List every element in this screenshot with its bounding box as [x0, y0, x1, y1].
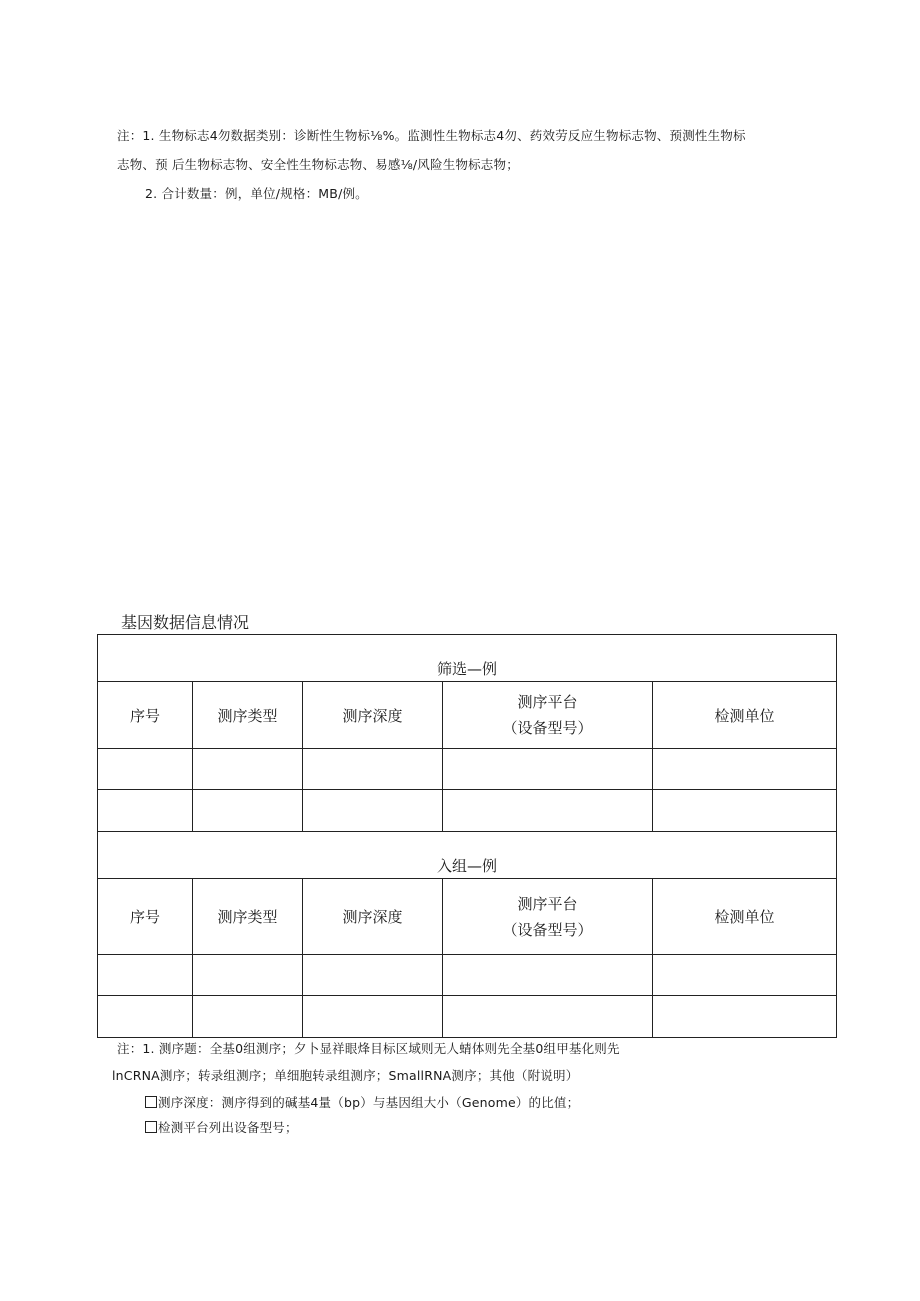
header-seq-depth: 测序深度	[303, 879, 443, 955]
header-index: 序号	[98, 879, 193, 955]
table-cell[interactable]	[193, 996, 303, 1038]
gene-data-table	[97, 634, 837, 1038]
table-cell[interactable]	[303, 996, 443, 1038]
header-seq-type: 测序类型	[193, 682, 303, 749]
table-cell[interactable]	[303, 749, 443, 790]
table-cell[interactable]	[443, 955, 653, 996]
header-seq-type: 测序类型	[193, 879, 303, 955]
top-note-line-1: 注：1. 生物标志4勿数据类别：诊断性生物标⅛%。监测性生物标志4勿、药效劳反应生物标志物、预测性生物标	[117, 128, 746, 143]
header-platform-line-1: 测序平台	[517, 894, 578, 913]
header-platform-line-2: （设备型号）	[502, 719, 593, 737]
header-index: 序号	[98, 682, 193, 749]
header-row	[98, 682, 837, 749]
checkbox-icon[interactable]	[145, 1121, 157, 1133]
table-cell[interactable]	[98, 955, 193, 996]
top-note-line-3: 2. 合计数量：例，单位/规格：MB/例。	[145, 186, 368, 201]
header-platform-line-2: （设备型号）	[502, 920, 593, 939]
header-platform	[443, 682, 653, 749]
table-cell[interactable]	[653, 955, 837, 996]
table-row	[98, 955, 837, 996]
table-cell[interactable]	[653, 749, 837, 790]
table-cell[interactable]	[443, 996, 653, 1038]
top-note-line-2: 志物、预 后生物标志物、安全性生物标志物、易感⅛/风险生物标志物；	[117, 157, 519, 172]
group-title-row	[98, 635, 837, 682]
checkbox-icon[interactable]	[145, 1096, 157, 1108]
group-title-enrollment: 入组—例	[98, 832, 837, 879]
table-cell[interactable]	[443, 749, 653, 790]
table-cell[interactable]	[303, 790, 443, 832]
table-cell[interactable]	[98, 996, 193, 1038]
group-title-screening: 筛选—例	[98, 635, 837, 682]
header-seq-depth: 测序深度	[303, 682, 443, 749]
bottom-note-line-4	[145, 1120, 298, 1136]
header-platform	[443, 879, 653, 955]
bottom-note-line-2: lnCRNA测序；转录组测序；单细胞转录组测序；SmallRNA测序；其他（附说明）	[112, 1068, 579, 1083]
bottom-note-line-4-text: 检测平台列出设备型号；	[158, 1120, 298, 1135]
table-cell[interactable]	[98, 790, 193, 832]
bottom-note-line-3	[145, 1095, 579, 1111]
group-title-row	[98, 832, 837, 879]
table-cell[interactable]	[193, 790, 303, 832]
section-title: 基因数据信息情况	[121, 613, 250, 632]
table-row	[98, 996, 837, 1038]
table-row	[98, 749, 837, 790]
header-row	[98, 879, 837, 955]
table-cell[interactable]	[193, 749, 303, 790]
table-cell[interactable]	[98, 749, 193, 790]
bottom-note-line-1: 注：1. 测序题：全基0组测序；夕卜显祥眼烽目标区域则无人蜻体则先全基0组甲基化则先	[117, 1041, 620, 1056]
table-row	[98, 790, 837, 832]
header-unit: 检测单位	[653, 682, 837, 749]
header-platform-line-1: 测序平台	[517, 693, 578, 711]
table-cell[interactable]	[193, 955, 303, 996]
table-cell[interactable]	[303, 955, 443, 996]
header-unit: 检测单位	[653, 879, 837, 955]
bottom-note-line-3-text: 测序深度：测序得到的碱基4量（bp）与基因组大小（Genome）的比值；	[158, 1095, 580, 1110]
table-cell[interactable]	[653, 996, 837, 1038]
table-cell[interactable]	[653, 790, 837, 832]
table-cell[interactable]	[443, 790, 653, 832]
